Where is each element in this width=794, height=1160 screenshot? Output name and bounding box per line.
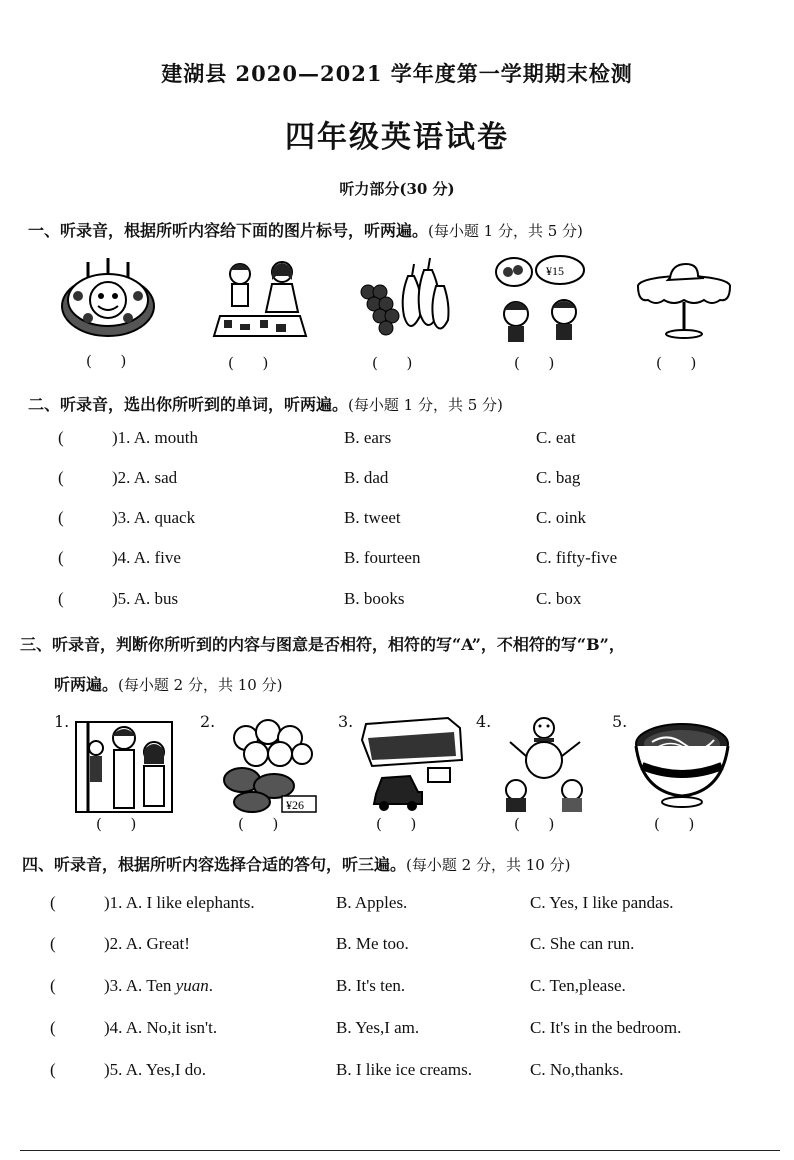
s3-answer-paren-4[interactable]: ( )	[514, 815, 555, 833]
open-paren[interactable]: (	[50, 1060, 56, 1079]
kids-picture	[210, 256, 310, 340]
option-b: B. I like ice creams.	[336, 1060, 472, 1079]
snowman-picture	[494, 712, 594, 812]
price-26-label: ¥26	[286, 798, 304, 812]
s4-question-row	[0, 1018, 794, 1042]
pic-number-3: 3.	[338, 712, 354, 731]
cake-picture	[58, 256, 158, 340]
s1-answer-paren-1[interactable]: ( )	[86, 352, 127, 370]
s1-answer-paren-3[interactable]: ( )	[372, 354, 413, 372]
s3-answer-paren-1[interactable]: ( )	[96, 815, 137, 833]
open-paren[interactable]: (	[50, 893, 56, 912]
option-c: C. It's in the bedroom.	[530, 1018, 682, 1037]
s4-question-row	[0, 1060, 794, 1084]
noodle-bowl-picture	[632, 716, 732, 810]
part-title: 听力部分(30 分)	[339, 180, 455, 198]
option-b: B. ears	[344, 428, 392, 447]
open-paren[interactable]: (	[58, 428, 64, 447]
question-a: )3. A. Ten yuan.	[104, 976, 213, 995]
question-a: )1. A. I like elephants.	[104, 893, 255, 912]
question-a: )2. A. sad	[112, 468, 178, 487]
option-b: B. tweet	[344, 508, 401, 527]
price-15-label: ¥15	[546, 264, 564, 278]
open-paren[interactable]: (	[50, 976, 56, 995]
s2-question-row	[0, 508, 794, 532]
family-picture	[74, 716, 174, 814]
s1-answer-paren-5[interactable]: ( )	[656, 354, 697, 372]
option-b: B. Me too.	[336, 934, 409, 953]
pic-number-1: 1.	[54, 712, 70, 731]
s1-answer-paren-2[interactable]: ( )	[228, 354, 269, 372]
pic-number-5: 5.	[612, 712, 628, 731]
option-b: B. Yes,I am.	[336, 1018, 420, 1037]
option-b: B. fourteen	[344, 548, 421, 567]
open-paren[interactable]: (	[58, 548, 64, 567]
table-picture	[634, 256, 734, 340]
s2-question-row	[0, 428, 794, 452]
option-c: C. fifty-five	[536, 548, 618, 567]
pic-number-4: 4.	[476, 712, 492, 731]
question-a: )5. A. Yes,I do.	[104, 1060, 207, 1079]
s3-answer-paren-2[interactable]: ( )	[238, 815, 279, 833]
option-b: B. It's ten.	[336, 976, 406, 995]
question-a: )1. A. mouth	[112, 428, 198, 447]
option-b: B. Apples.	[336, 893, 408, 912]
pic-number-2: 2.	[200, 712, 216, 731]
fruit-picture	[352, 256, 452, 340]
paper-title: 四年级英语试卷	[285, 120, 509, 155]
s2-question-row	[0, 468, 794, 492]
price-picture	[494, 254, 594, 344]
open-paren[interactable]: (	[58, 508, 64, 527]
option-c: C. Yes, I like pandas.	[530, 893, 674, 912]
option-c: C. box	[536, 589, 582, 608]
section-3-title-line2: 听两遍。(每小题 2 分，共 10 分)	[54, 675, 283, 694]
section-4-title: 四、听录音，根据所听内容选择合适的答句，听三遍。(每小题 2 分，共 10 分)	[22, 855, 571, 874]
question-a: )5. A. bus	[112, 589, 179, 608]
s1-answer-paren-4[interactable]: ( )	[514, 354, 555, 372]
vehicles-picture	[358, 712, 468, 812]
option-c: C. No,thanks.	[530, 1060, 624, 1079]
question-a: )4. A. No,it isn't.	[104, 1018, 218, 1037]
s4-question-row	[0, 934, 794, 958]
s2-question-row	[0, 548, 794, 572]
section-1-title: 一、听录音，根据所听内容给下面的图片标号，听两遍。(每小题 1 分，共 5 分)	[28, 221, 583, 240]
page-bottom-rule	[20, 1150, 780, 1151]
option-c: C. She can run.	[530, 934, 635, 953]
question-a: )3. A. quack	[112, 508, 196, 527]
open-paren[interactable]: (	[58, 589, 64, 608]
s3-answer-paren-3[interactable]: ( )	[376, 815, 417, 833]
s3-answer-paren-5[interactable]: ( )	[654, 815, 695, 833]
open-paren[interactable]: (	[58, 468, 64, 487]
section-3-title: 三、听录音，判断你所听到的内容与图意是否相符，相符的写“A”，不相符的写“B”，	[20, 635, 625, 654]
section-2-title: 二、听录音，选出你所听到的单词，听两遍。(每小题 1 分，共 5 分)	[28, 395, 503, 414]
fruit-price-picture	[218, 714, 318, 814]
s4-question-row	[0, 893, 794, 917]
option-b: B. books	[344, 589, 405, 608]
option-c: C. bag	[536, 468, 581, 487]
school-title: 建湖县 2020—2021 学年度第一学期期末检测	[161, 61, 633, 86]
option-c: C. oink	[536, 508, 587, 527]
s4-question-row	[0, 976, 794, 1000]
question-a: )2. A. Great!	[104, 934, 190, 953]
option-b: B. dad	[344, 468, 389, 487]
option-c: C. eat	[536, 428, 576, 447]
open-paren[interactable]: (	[50, 934, 56, 953]
open-paren[interactable]: (	[50, 1018, 56, 1037]
option-c: C. Ten,please.	[530, 976, 626, 995]
question-a: )4. A. five	[112, 548, 181, 567]
s2-question-row	[0, 589, 794, 613]
